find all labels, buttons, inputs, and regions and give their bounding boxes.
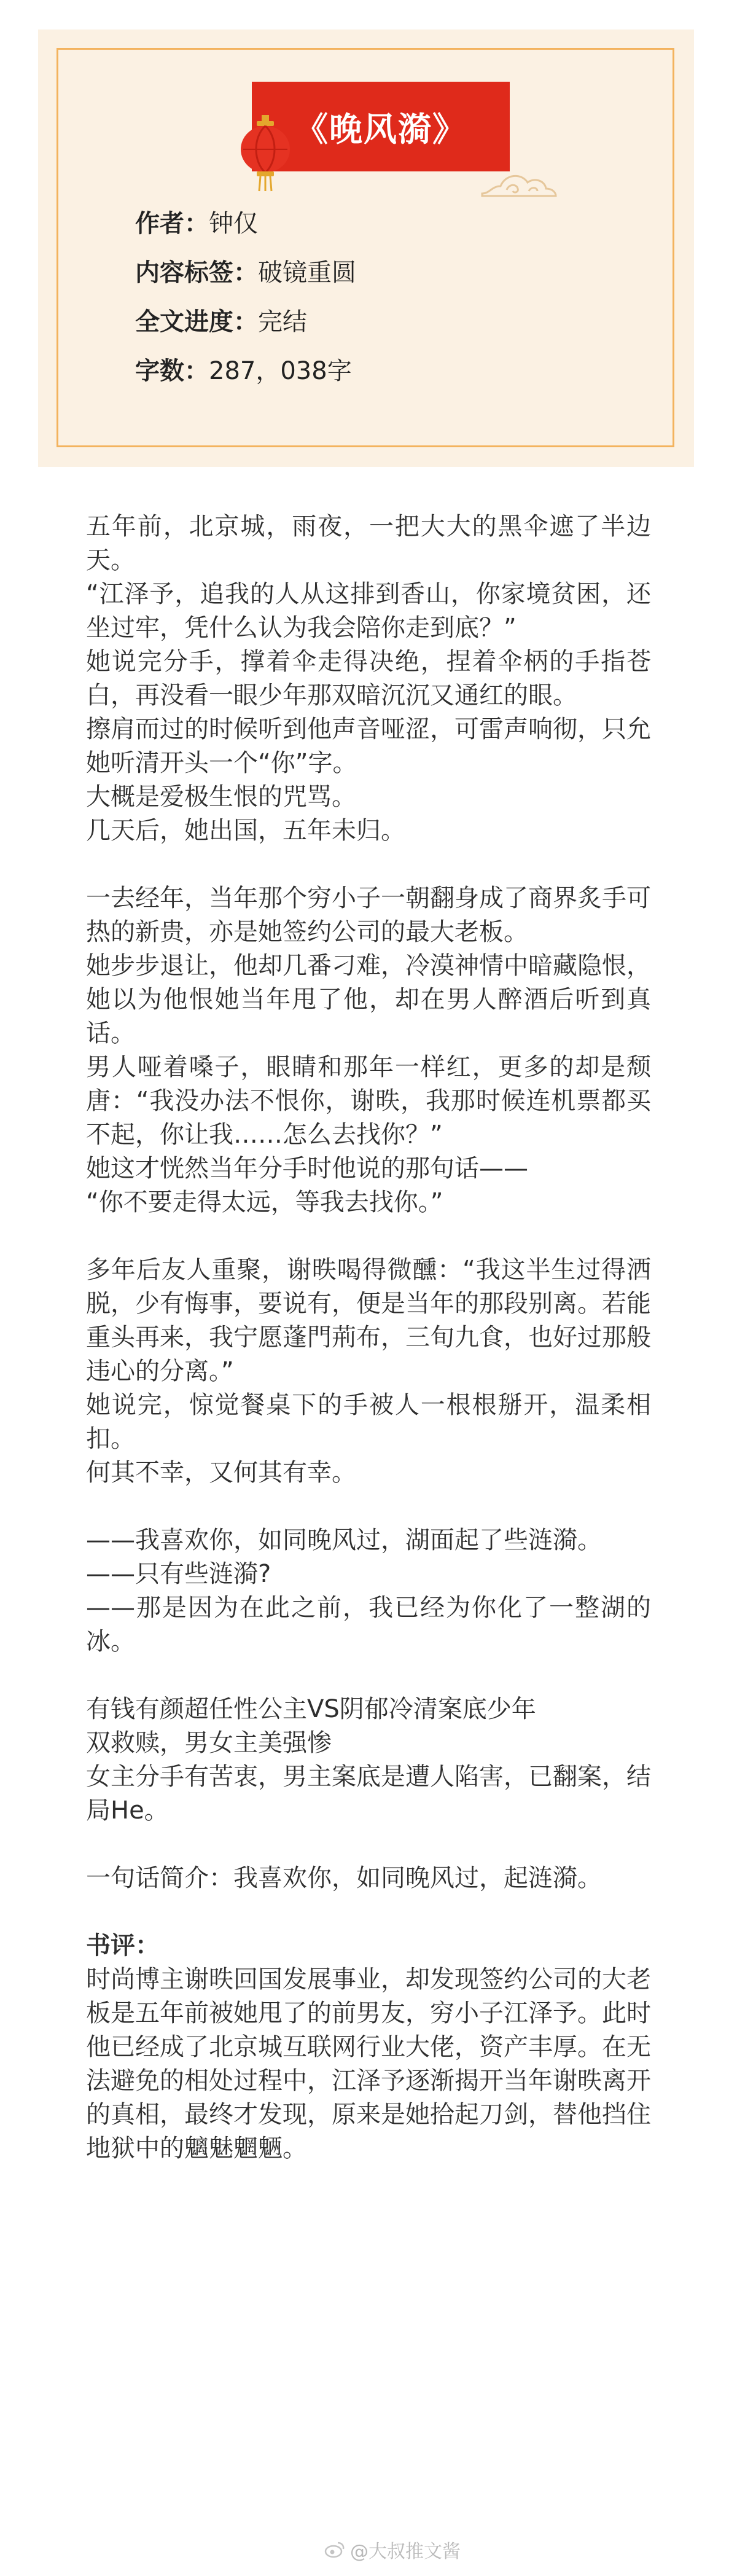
- tags-label: 内容标签：: [135, 259, 258, 287]
- paragraph: 一去经年，当年那个穷小子一朝翻身成了商界炙手可热的新贵，亦是她签约公司的最大老板。: [86, 884, 651, 946]
- book-title: 《晚风漪》: [295, 109, 467, 149]
- paragraph-gap: [86, 1659, 651, 1693]
- auspicious-cloud-icon: [477, 155, 560, 205]
- paragraph: ——只有些涟漪?: [86, 1560, 271, 1588]
- paragraph: 有钱有颜超任性公主VS阴郁冷清案底少年: [86, 1695, 536, 1723]
- tags-line: [135, 254, 356, 291]
- weibo-icon: [324, 2540, 345, 2559]
- watermark-text: @大叔推文酱: [350, 2541, 461, 2562]
- paragraph: ——我喜欢你，如同晚风过，湖面起了些涟漪。: [86, 1526, 602, 1554]
- paragraph: 她步步退让，他却几番刁难，冷漠神情中暗藏隐恨，她以为他恨她当年甩了他，却在男人醉酒后听到真话。: [86, 952, 651, 1047]
- author-label: 作者：: [135, 209, 209, 238]
- paragraph-gap: [86, 1895, 651, 1929]
- paragraph: “江泽予，追我的人从这排到香山，你家境贫困，还坐过牢，凭什么认为我会陪你走到底？”: [86, 580, 651, 642]
- paragraph-gap: [86, 1490, 651, 1524]
- progress-line: [135, 303, 307, 340]
- author-line: [135, 205, 258, 242]
- paragraph: 五年前，北京城，雨夜，一把大大的黑伞遮了半边天。: [86, 512, 651, 574]
- synopsis-text: [86, 510, 651, 2166]
- watermark: [324, 2536, 461, 2563]
- paragraph: 她这才恍然当年分手时他说的那句话——: [86, 1154, 528, 1183]
- paragraph: ——那是因为在此之前，我已经为你化了一整湖的冰。: [86, 1594, 651, 1656]
- progress-value: 完结: [258, 308, 307, 336]
- paragraph: 男人哑着嗓子，眼睛和那年一样红，更多的却是颓唐：“我没办法不恨你，谢昳，我那时候连机票都买不起，你让我……怎么去找你？”: [86, 1053, 651, 1149]
- paragraph: “你不要走得太远，等我去找你。”: [86, 1188, 443, 1216]
- paragraph-gap: [86, 1219, 651, 1253]
- paragraph: 一句话简介：我喜欢你，如同晚风过，起涟漪。: [86, 1864, 602, 1892]
- author-value: 钟仅: [209, 209, 258, 238]
- wordcount-label: 字数：: [135, 357, 209, 385]
- paragraph: 多年后友人重聚，谢昳喝得微醺：“我这半生过得洒脱，少有悔事，要说有，便是当年的那段别离。若能重头再来，我宁愿蓬門荊布，三旬九食，也好过那般违心的分离。”: [86, 1256, 651, 1385]
- lantern-icon: [235, 112, 296, 192]
- paragraph-gap: [86, 848, 651, 882]
- review-text: 时尚博主谢昳回国发展事业，却发现签约公司的大老板是五年前被她甩了的前男友，穷小子江泽予。此时他已经成了北京城互联网行业大佬，资产丰厚。在无法避免的相处过程中，江泽予逐渐揭开当年谢昳离开的真相，最终才发现，原来是她拾起刀剑，替他挡住地狱中的魑魅魍魉。: [86, 1965, 651, 2163]
- paragraph: 她说完分手，撑着伞走得决绝，捏着伞柄的手指苍白，再没看一眼少年那双暗沉沉又通红的眼。: [86, 648, 651, 710]
- paragraph: 女主分手有苦衷，男主案底是遭人陷害，已翻案，结局He。: [86, 1763, 651, 1825]
- paragraph: 擦肩而过的时候听到他声音哑涩，可雷声响彻，只允她听清开头一个“你”字。: [86, 715, 651, 777]
- progress-label: 全文进度：: [135, 308, 258, 336]
- paragraph-gap: [86, 1828, 651, 1862]
- paragraph: 她说完，惊觉餐桌下的手被人一根根掰开，温柔相扣。: [86, 1391, 651, 1453]
- review-label: 书评：: [86, 1932, 160, 1960]
- tags-value: 破镜重圆: [258, 259, 356, 287]
- wordcount-line: [135, 353, 352, 390]
- wordcount-value: 287，038字: [209, 357, 352, 385]
- paragraph: 大概是爱极生恨的咒骂。: [86, 783, 356, 811]
- paragraph: 几天后，她出国，五年未归。: [86, 816, 405, 845]
- paragraph: 双救赎，男女主美强惨: [86, 1729, 332, 1757]
- book-info-card: [38, 29, 694, 467]
- paragraph: 何其不幸，又何其有幸。: [86, 1458, 356, 1487]
